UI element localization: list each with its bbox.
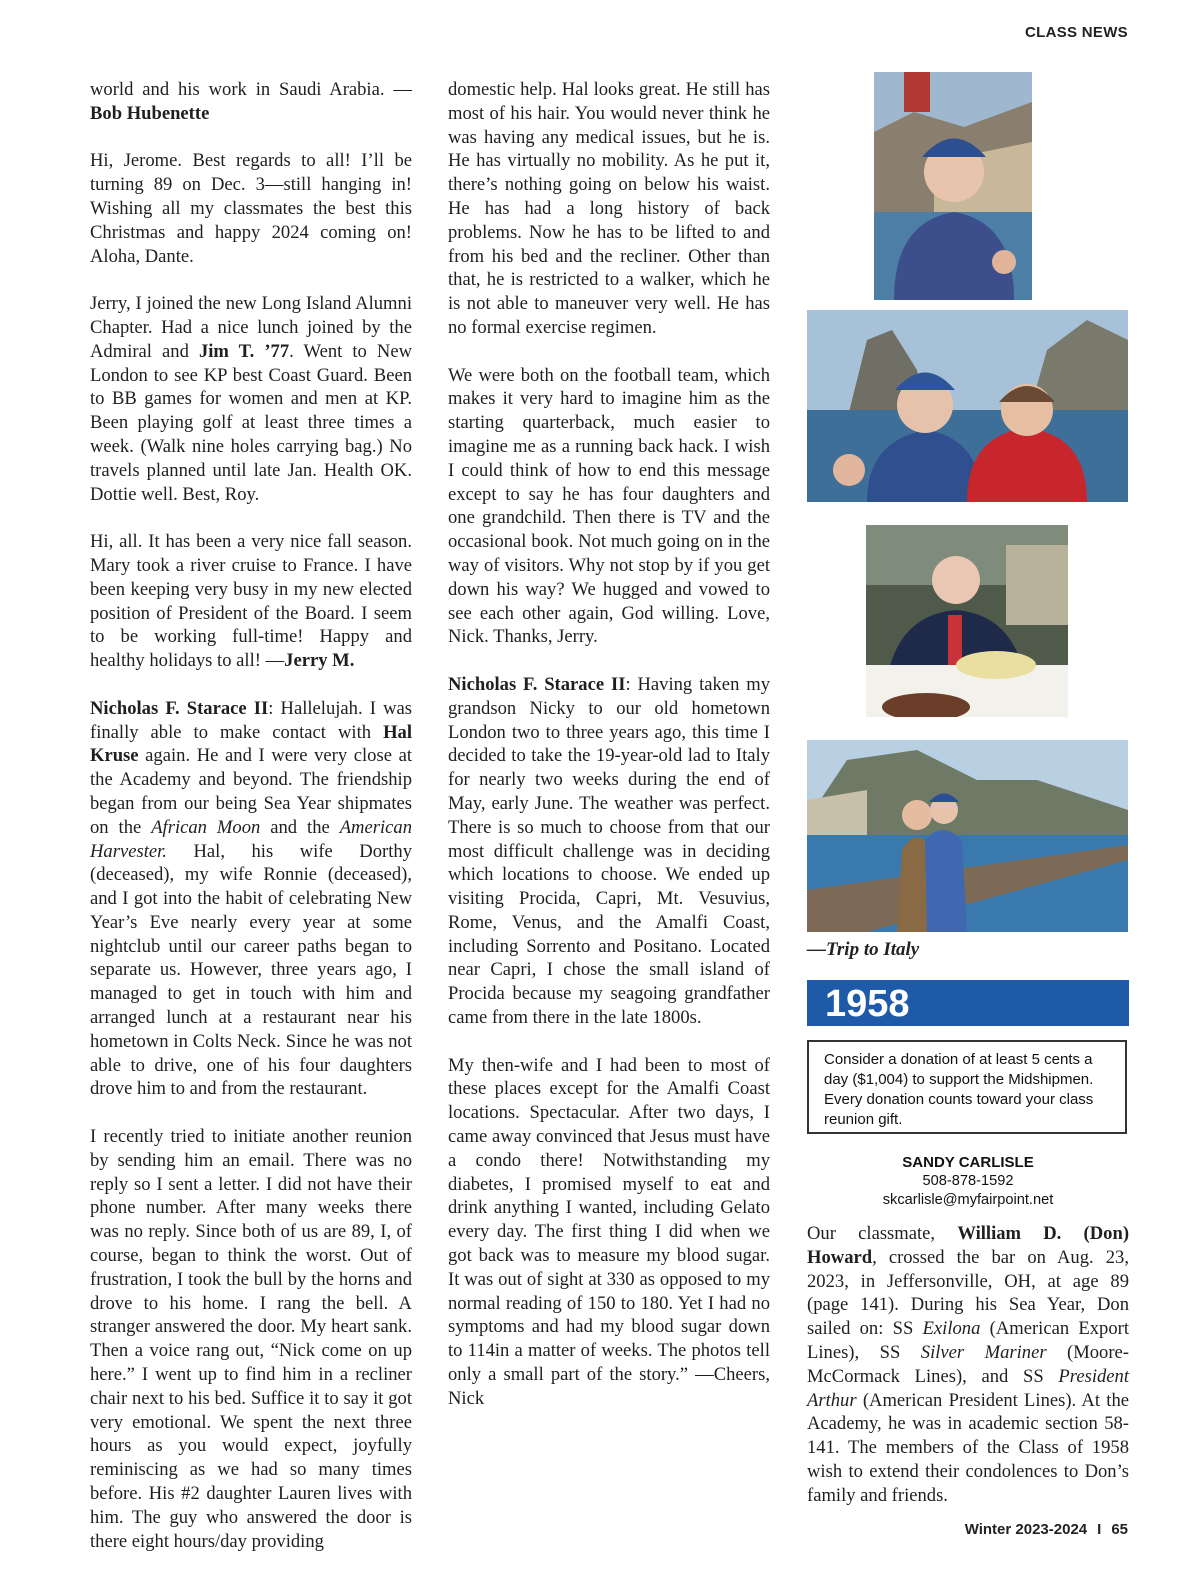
class-year-banner (807, 980, 1129, 1026)
ship-name: American Harvester. (90, 816, 412, 862)
donation-box: Consider a donation of at least 5 cents a day ($1,004) to support the Midshipmen. Every donation counts toward your class reunion gift. (807, 1040, 1127, 1134)
letter-continued: domestic help. Hal looks great. He still has most of his hair. You would never think he was having any medical issues, but he is. He has virtually no mobility. As he put it, there’s nothing going on below his waist. He has had a long history of back problems. Now he has to be lifted to and from his bed and the recliner. Other than that, he is restricted to a walker, which he is not able to maneuver very well. He has no formal exercise regimen. (448, 79, 770, 338)
author-name: Nicholas F. Starace II (90, 697, 269, 719)
letter-dante: Hi, Jerome. Best regards to all! I’ll be turning 89 on Dec. 3—still hanging in! Wishing all my classmates the best this Christmas and happy 2024 coming on! Aloha, Dante. (90, 150, 412, 267)
column-middle (448, 78, 770, 1434)
contact-name: SANDY CARLISLE (902, 1154, 1034, 1171)
class-contact (807, 1153, 1129, 1210)
page-number: 65 (1111, 1521, 1128, 1538)
photo-grandfather-grandson-capri (807, 310, 1128, 502)
letter-bob: world and his work in Saudi Arabia. —Bob Hubenette (90, 79, 412, 124)
letter-jerry: Hi, all. It has been a very nice fall season. Mary took a river cruise to France. I have been keeping very busy in my new elected position of President of the Board. I seem to be working full-time! Happy and healthy holidays to all! —Jerry M. (90, 531, 412, 672)
letter-nicholas-reunion: I recently tried to initiate another reunion by sending him an email. There was no reply so I sent a letter. I did not have their phone number. After many weeks there was no reply. Since both of us are 89, I, of course, began to think the worst. Out of frustration, I took the bull by the horns and drove to his home. I rang the bell. A stranger answered the door. My heart sank. Then a voice rang out, “Nick come on up here.” I went up to find him in a recliner chair next to his bed. Suffice it to say it got very emotional. We spent the next three hours as you would expect, joyfully reminiscing as we had so many times before. His #2 daughter Lauren lives with him. The guy who answered the door is there eight hours/day providing (90, 1126, 412, 1552)
ship-name: President Arthur (807, 1365, 1129, 1411)
contact-phone: 508-878-1592 (922, 1173, 1014, 1189)
author-name: Nicholas F. Starace II (448, 673, 626, 695)
photo-caption: —Trip to Italy (807, 939, 920, 960)
class-year: 1958 (825, 983, 910, 1025)
letter-football: We were both on the football team, which makes it very hard to imagine him as the starting quarterback, much easier to imagine me as a running back hack. I wish I could think of how to end this message except to say he has four daughters and one grandchild. Then there is TV and the occasional book. Not much going on in the way of visitors. Why not stop by if you get down his way? We hugged and vowed to see each other again, God willing. Love, Nick. Thanks, Jerry. (448, 364, 770, 648)
footer-separator: I (1097, 1521, 1102, 1538)
author-name: Bob Hubenette (90, 102, 210, 124)
photo-amalfi-coast (807, 740, 1128, 932)
classmate-name: Hal Kruse (90, 721, 412, 767)
photo-man-on-boat (874, 72, 1032, 300)
ship-name: African Moon (151, 816, 261, 838)
ship-name: Silver Mariner (920, 1341, 1047, 1363)
letter-nicholas-italy: Nicholas F. Starace II: Having taken my grandson Nicky to our old hometown London two to three years ago, this time I decided to take the 19-year-old lad to Italy for nearly two weeks during the end of May, early June. The weather was perfect. There is so much to choose from that our most difficult challenge was in deciding which locations to choose. We ended up visiting Procida, Capri, Mt. Vesuvius, Rome, Venus, and the Amalfi Coast, including Sorrento and Positano. Located near Capri, I chose the small island of Procida because my seagoing grandfather came from there in the late 1800s. (448, 673, 770, 1029)
contact-email: skcarlisle@myfairpoint.net (882, 1192, 1054, 1208)
page-footer (965, 1521, 1128, 1538)
letter-italy-continued: My then-wife and I had been to most of these places except for the Amalfi Coast locations. Spectacular. After two days, I came away convinced that Jesus must have a condo there! Notwithstanding my diabetes, I promised myself to eat and drink anything I wanted, including Gelato every day. The first thing I did when we got back was to measure my blood sugar. It was out of sight at 330 as opposed to my normal reading of 150 to 180. Yet I had no symptoms and had my blood sugar down to 114in a matter of weeks. The photos tell only a small part of the story.” —Cheers, Nick (448, 1054, 770, 1409)
author-name: Jerry M. (284, 650, 355, 672)
photo-dinner (866, 525, 1068, 717)
classmate-name: William D. (Don) Howard (807, 1223, 1130, 1268)
ship-name: Exilona (922, 1318, 981, 1340)
column-left (90, 78, 412, 1577)
issue-label: Winter 2023-2024 (964, 1521, 1088, 1538)
obituary-paragraph: Our classmate, William D. (Don) Howard, crossed the bar on Aug. 23, 2023, in Jeffersonville, OH, at age 89 (page 141). During his Sea Year, Don sailed on: SS Exilona (American Export Lines), SS Silver Mariner (Moore-McCormack Lines), and SS President Arthur (American President Lines). At the Academy, he was in academic section 58-141. The members of the Class of 1958 wish to extend their condolences to Don’s family and friends. (807, 1223, 1130, 1506)
letter-roy: Jerry, I joined the new Long Island Alumni Chapter. Had a nice lunch joined by the Admiral and Jim T. ’77. Went to New London to see KP best Coast Guard. Been to BB games for women and men at KP. Been playing golf at least three times a week. (Walk nine holes carrying bag.) No travels planned until late Jan. Health OK. Dottie well. Best, Roy. (90, 293, 413, 505)
letter-nicholas-hal: Nicholas F. Starace II: Hallelujah. I was finally able to make contact with Hal Kruse again. He and I were very close at the Academy and beyond. The friendship began from our being Sea Year shipmates on the African Moon and the American Harvester. Hal, his wife Dorthy (deceased), my wife Ronnie (deceased), and I got into the habit of celebrating New Year’s Eve nearly every year at some nightclub until our career paths began to separate us. However, three years ago, I managed to get in touch with him and arranged lunch at a restaurant near his hometown in Colts Neck. Since he was not able to drive, one of his four daughters drove him to and from the restaurant. (90, 697, 412, 1100)
classmate-name: Jim T. ’77 (198, 340, 290, 362)
section-header: CLASS NEWS (1024, 24, 1128, 41)
